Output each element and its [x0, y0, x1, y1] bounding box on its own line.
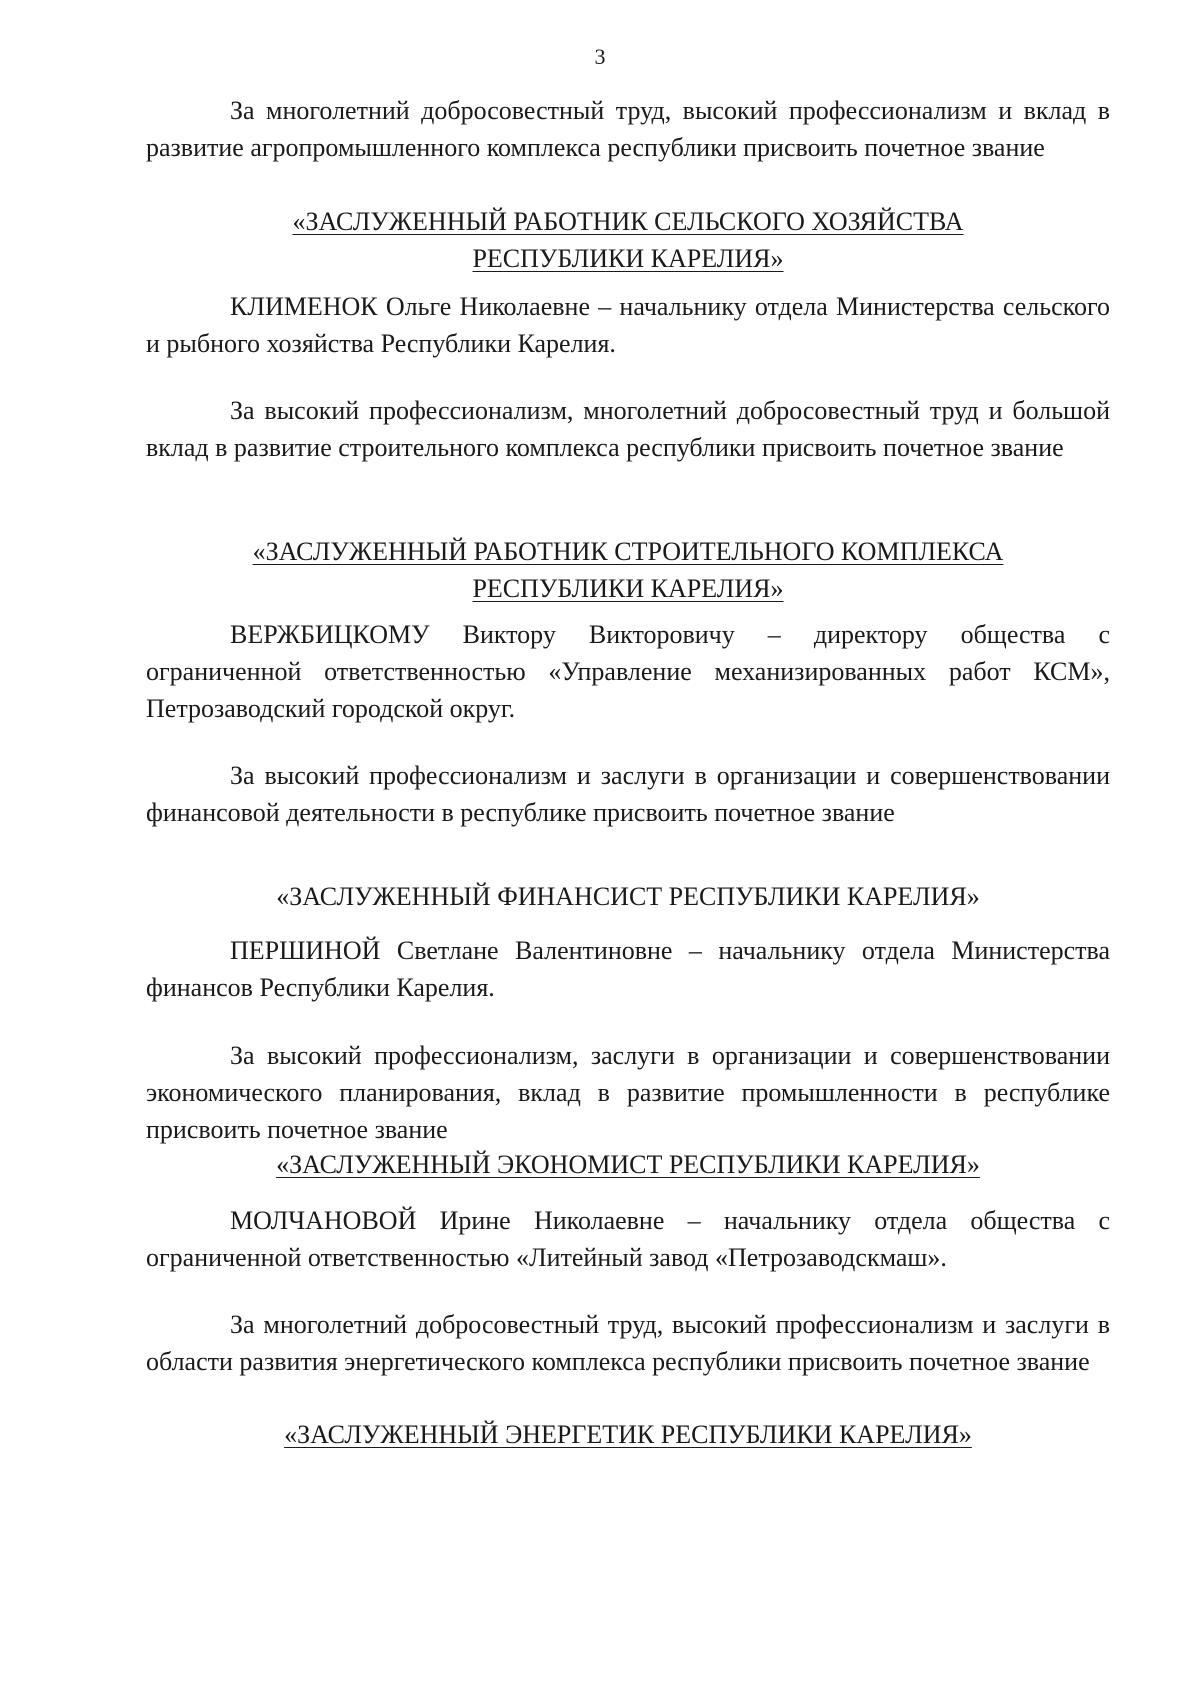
award-title-line: «ЗАСЛУЖЕННЫЙ ЭКОНОМИСТ РЕСПУБЛИКИ КАРЕЛИЯ»: [276, 1150, 980, 1179]
award-recipient-paragraph: ВЕРЖБИЦКОМУ Виктору Викторовичу – директору общества с ограниченной ответственностью «Управление механизированных работ КСМ», Петрозаводский городской округ.: [146, 620, 1110, 723]
award-title-line: «ЗАСЛУЖЕННЫЙ ФИНАНСИСТ РЕСПУБЛИКИ КАРЕЛИЯ»: [276, 882, 980, 911]
award-recipient-paragraph: КЛИМЕНОК Ольге Николаевне – начальнику отдела Министерства сельского и рыбного хозяйства Республики Карелия.: [146, 292, 1110, 358]
award-recipient-paragraph: МОЛЧАНОВОЙ Ирине Николаевне – начальнику отдела общества с ограниченной ответственностью «Литейный завод «Петрозаводскмаш».: [146, 1206, 1110, 1272]
award-title-line: «ЗАСЛУЖЕННЫЙ ЭНЕРГЕТИК РЕСПУБЛИКИ КАРЕЛИЯ»: [284, 1420, 972, 1449]
award-reason-paragraph: За высокий профессионализм, заслуги в организации и совершенствовании экономического планирования, вклад в развитие промышленности в республике присвоить почетное звание: [146, 1041, 1110, 1144]
award-title-line: «ЗАСЛУЖЕННЫЙ РАБОТНИК СТРОИТЕЛЬНОГО КОМПЛЕКСА: [252, 537, 1004, 566]
award-title: [146, 203, 1110, 277]
award-title: [146, 878, 1110, 915]
award-title-line: «ЗАСЛУЖЕННЫЙ РАБОТНИК СЕЛЬСКОГО ХОЗЯЙСТВА: [292, 207, 964, 236]
award-title-line: РЕСПУБЛИКИ КАРЕЛИЯ»: [472, 244, 784, 273]
award-reason-paragraph: За высокий профессионализм и заслуги в организации и совершенствовании финансовой деятельности в республике присвоить почетное звание: [146, 761, 1110, 827]
award-title: [146, 1146, 1110, 1183]
page-number: 3: [594, 44, 606, 69]
award-reason-paragraph: За высокий профессионализм, многолетний добросовестный труд и большой вклад в развитие строительного комплекса республики присвоить почетное звание: [146, 396, 1110, 462]
award-recipient-paragraph: ПЕРШИНОЙ Светлане Валентиновне – начальнику отдела Министерства финансов Республики Карелия.: [146, 936, 1110, 1002]
award-title-line: РЕСПУБЛИКИ КАРЕЛИЯ»: [472, 574, 784, 603]
award-title: [146, 1416, 1110, 1453]
award-reason-paragraph: За многолетний добросовестный труд, высокий профессионализм и вклад в развитие агропромышленного комплекса республики присвоить почетное звание: [146, 96, 1110, 162]
award-title: [146, 533, 1110, 607]
award-reason-paragraph: За многолетний добросовестный труд, высокий профессионализм и заслуги в области развития энергетического комплекса республики присвоить почетное звание: [146, 1310, 1110, 1376]
